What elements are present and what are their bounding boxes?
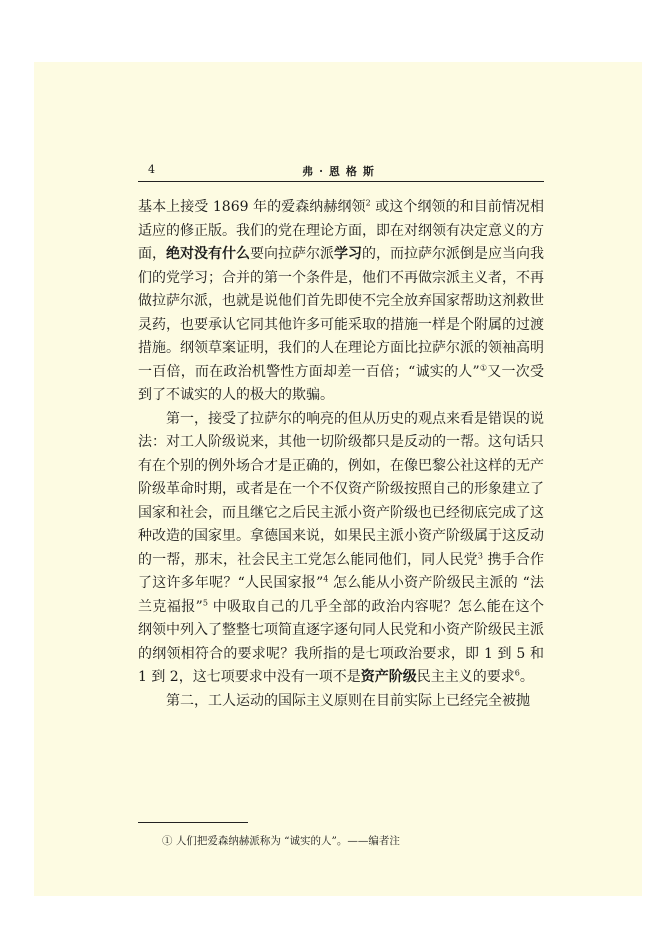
note-ref: 5 (202, 597, 208, 607)
paragraph-3 (138, 690, 544, 714)
text-run: 的，而拉萨尔派倒是应当向我们的党学习；合并的第一个条件是，他们不再做宗派主义者，不再做拉萨尔派，也就是说他们首先即使不完全放弃国家帮助这剂救世灵药，也要承认它同其他许多可能采取的措施一样是个附属的过渡措施。纲领草案证明，我们的人在理论方面比拉萨尔派的领袖高明一百倍，而在政治机警性方面却差一百倍；“诚实的人” (138, 246, 544, 380)
text-run: 第二，工人运动的国际主义原则在目前实际上已经完全被抛 (166, 692, 530, 709)
footnote-divider (138, 822, 248, 823)
text-run: 又一次受到了不诚实的人的极大的欺骗。 (138, 363, 544, 403)
paragraph-2 (138, 408, 544, 690)
note-ref: 3 (477, 550, 483, 560)
text-run: 携手合作了这许多年呢？“人民国家报” (138, 551, 545, 591)
scan-margin-top (0, 0, 670, 62)
text-run: 基本上接受 1869 年的爱森纳赫纲领 (138, 199, 366, 215)
footnote: ① 人们把爱森纳赫派称为 “诚实的人”。——编者注 (162, 835, 400, 847)
emphasis: 学习 (334, 246, 362, 262)
emphasis: 绝对没有什么 (166, 246, 250, 262)
note-ref: 4 (323, 574, 329, 584)
note-ref: 2 (365, 198, 371, 208)
text-run: 。 (519, 669, 534, 685)
note-ref: 6 (514, 668, 520, 678)
text-run: 中吸取自己的几乎全部的政治内容呢？怎么能在这个纲领中列入了整整七项简直逐字逐句同人民党和小资产阶级民主派的纲领相符合的要求呢？我所指的是七项政治要求，即 1 到 5 和 1 到 2，这七项要求中没有一项不是 (138, 598, 544, 685)
text-run: 第一，接受了拉萨尔的响亮的但从历史的观点来看是错误的说法：对工人阶级说来，其他一切阶级都只是反动的一帮。这句话只有在个别的例外场合才是正确的，例如，在像巴黎公社这样的无产阶级革命时期，或者是在一个不仅资产阶级按照自己的形象建立了国家和社会，而且继它之后民主派小资产阶级也已经彻底完成了这种改造的国家里。拿德国来说，如果民主派小资产阶级属于这反动的一帮，那末，社会民主工党怎么能同他们，同人民党 (138, 410, 544, 568)
scan-margin-right (642, 0, 670, 952)
page-number: 4 (148, 163, 155, 176)
paragraph-1 (138, 196, 544, 408)
footnote-ref: ① (479, 362, 488, 372)
page-header (138, 163, 544, 182)
running-title: 弗·恩格斯 (302, 165, 380, 178)
text-run: 怎么能从小资产阶级民主派的 “法兰克福报” (138, 575, 544, 615)
body-text (138, 196, 544, 713)
emphasis: 资产阶级 (360, 669, 417, 685)
scan-margin-left (0, 0, 34, 952)
scan-margin-bottom (0, 896, 670, 952)
text-run: 民主主义的要求 (416, 669, 515, 685)
text-run: 或这个纲领的和目前情况相适应的修正版。我们的党在理论方面，即在对纲领有决定意义的方面， (138, 199, 545, 262)
text-run: 要向拉萨尔派 (250, 246, 334, 262)
